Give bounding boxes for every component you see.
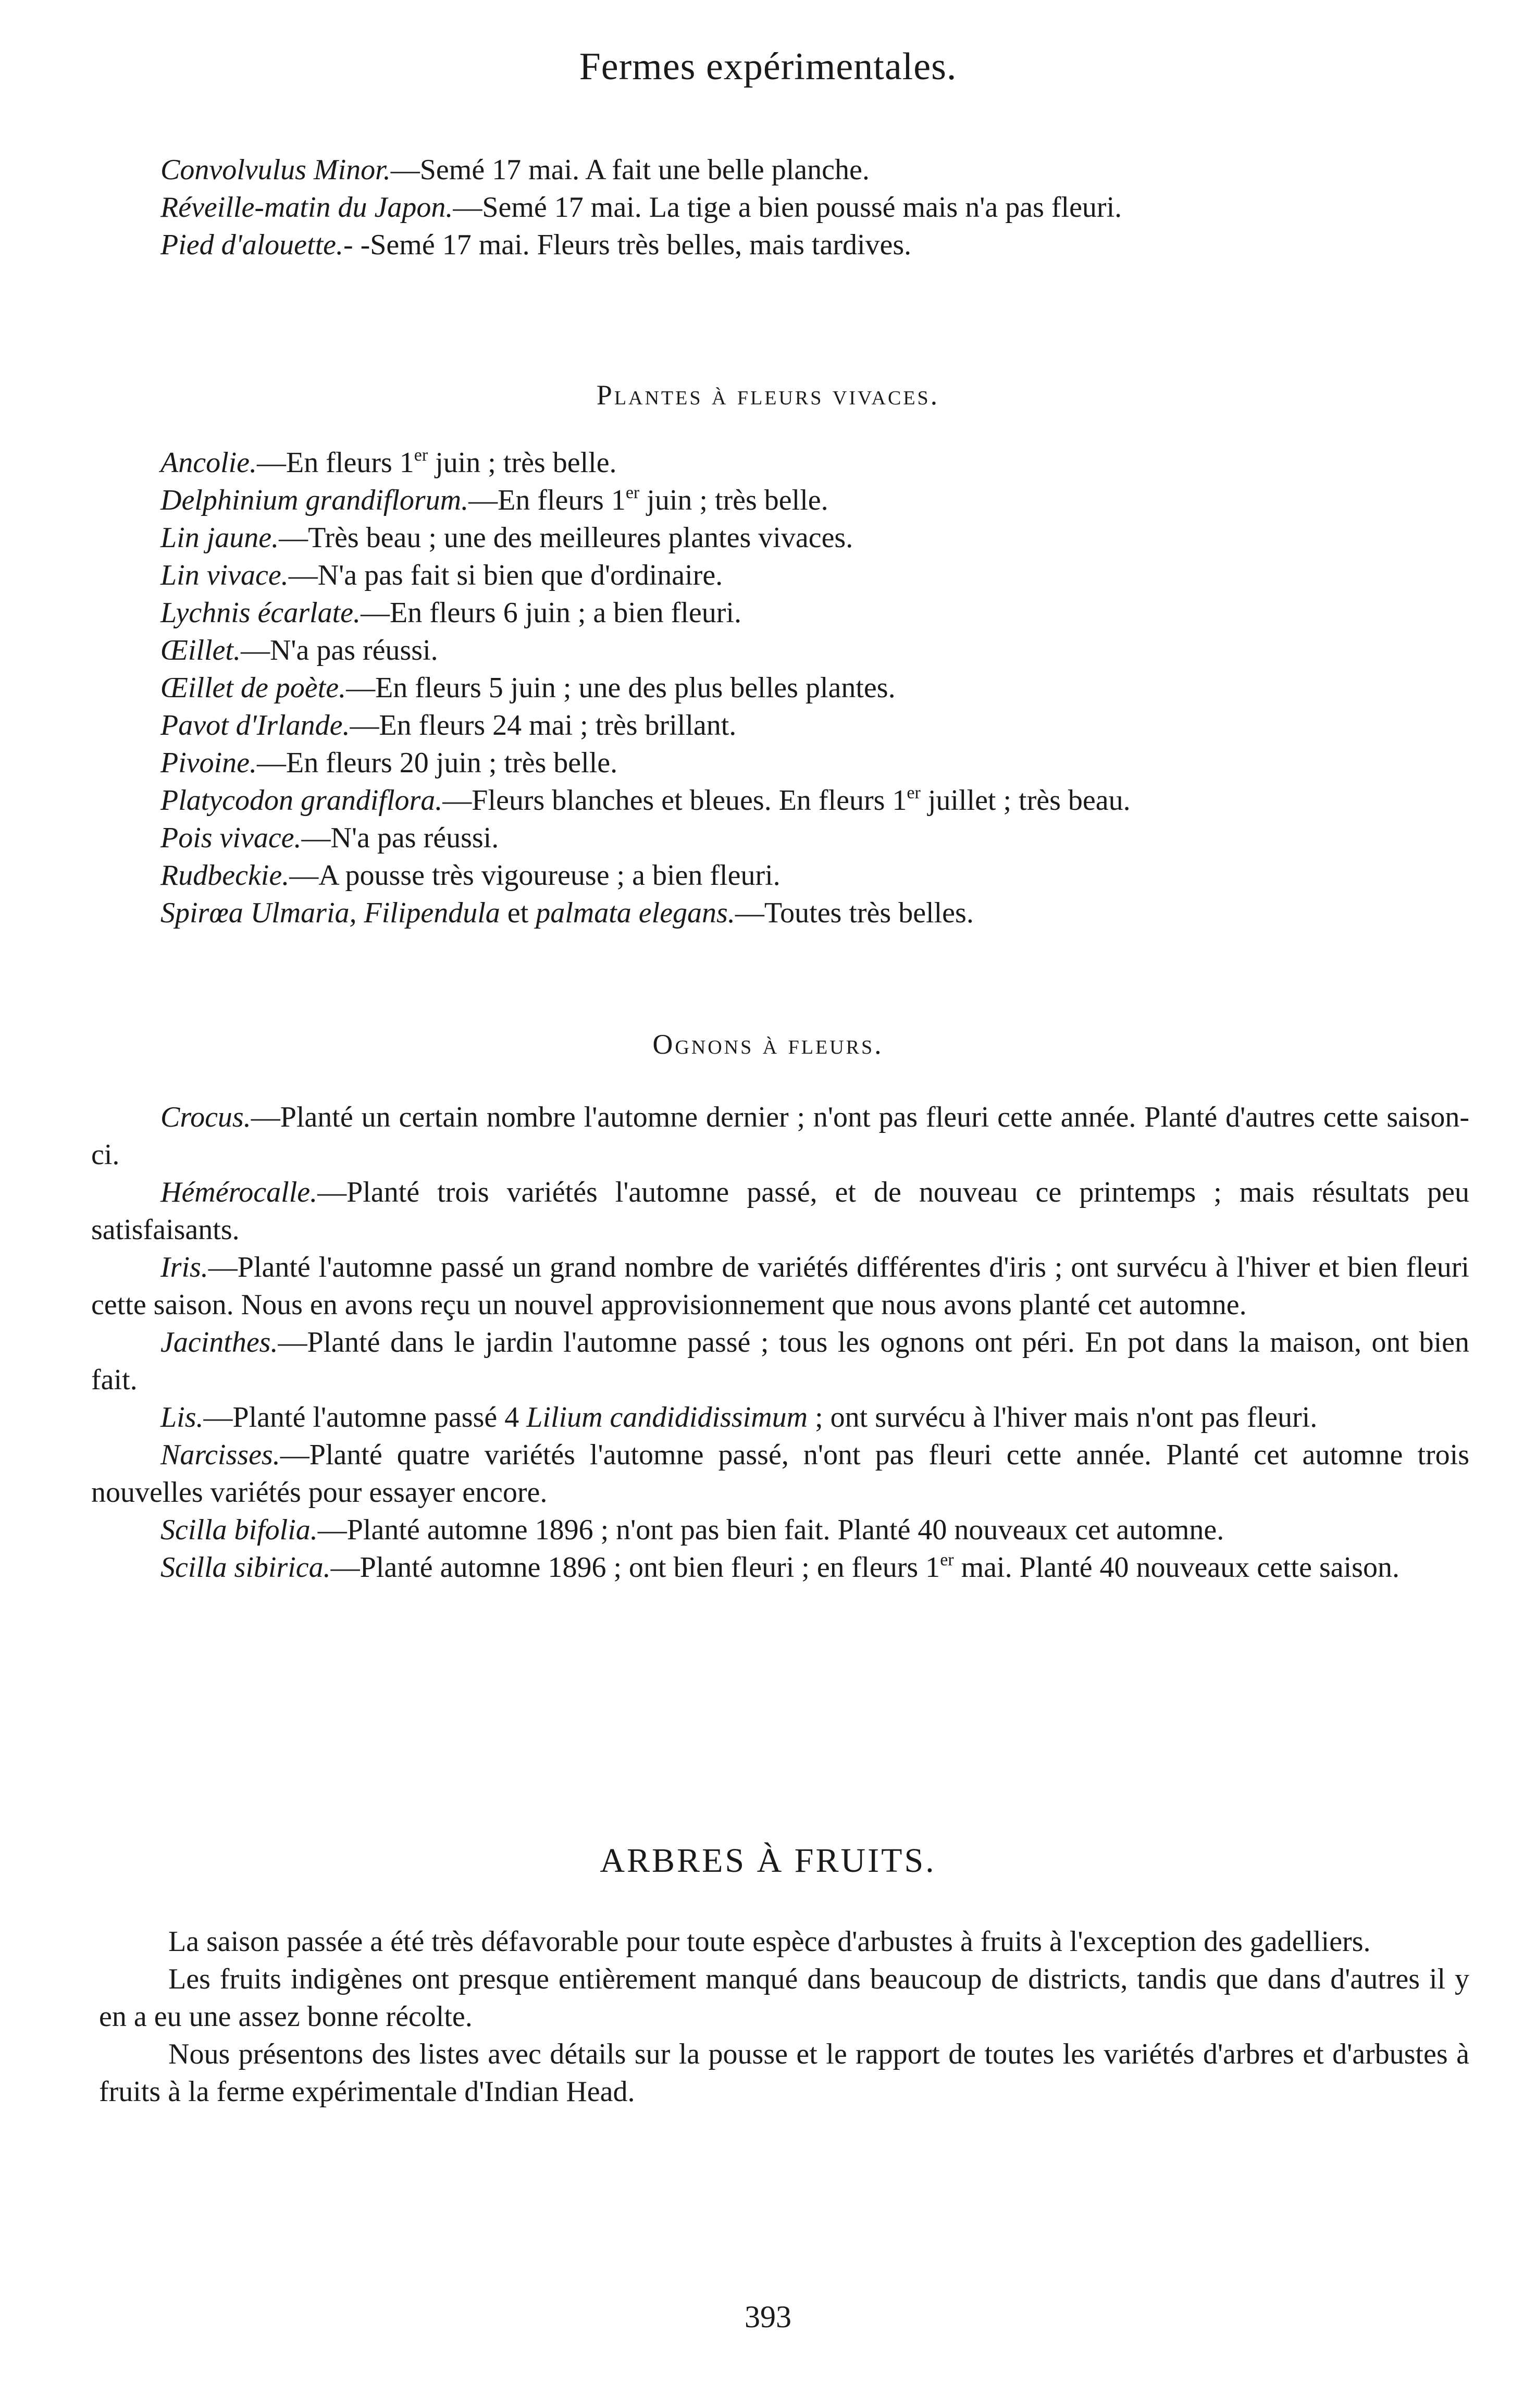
bulbs-list <box>91 1098 1469 1586</box>
list-item: Crocus.—Planté un certain nombre l'automne dernier ; n'ont pas fleuri cette année. Planté d'autres cette saison-ci. <box>91 1101 1469 1171</box>
list-item: Convolvulus Minor.—Semé 17 mai. A fait une belle planche. <box>160 154 870 186</box>
list-item: Scilla bifolia.—Planté automne 1896 ; n'ont pas bien fait. Planté 40 nouveaux cet automne. <box>160 1514 1224 1546</box>
list-item: Scilla sibirica.—Planté automne 1896 ; ont bien fleuri ; en fleurs 1er mai. Planté 40 nouveaux cette saison. <box>160 1550 1399 1584</box>
list-item: Hémérocalle.—Planté trois variétés l'automne passé, et de nouveau ce printemps ; mais résultats peu satisfaisants. <box>91 1176 1469 1246</box>
list-item: Narcisses.—Planté quatre variétés l'automne passé, n'ont pas fleuri cette année. Planté cet automne trois nouvelles variétés pour essayer encore. <box>91 1439 1469 1509</box>
running-header: Fermes expérimentales. <box>579 45 957 88</box>
list-item: Pois vivace.—N'a pas réussi. <box>160 822 499 854</box>
list-item: Jacinthes.—Planté dans le jardin l'automne passé ; tous les ognons ont péri. En pot dans la maison, ont bien fait. <box>91 1326 1469 1396</box>
list-item: Lychnis écarlate.—En fleurs 6 juin ; a bien fleuri. <box>160 597 741 629</box>
list-item: Iris.—Planté l'automne passé un grand nombre de variétés différentes d'iris ; ont survécu à l'hiver et bien fleuri cette saison. Nous en avons reçu un nouvel approvisionnement que nous avons planté cet automne. <box>91 1251 1469 1321</box>
list-item: Ancolie.—En fleurs 1er juin ; très belle. <box>160 446 617 479</box>
paragraph: La saison passée a été très défavorable pour toute espèce d'arbustes à fruits à l'exception des gadelliers. <box>168 1925 1371 1958</box>
list-item: Lis.—Planté l'automne passé 4 Lilium candididissimum ; ont survécu à l'hiver mais n'ont pas fleuri. <box>160 1401 1318 1434</box>
paragraph: Nous présentons des listes avec détails sur la pousse et le rapport de toutes les variétés d'arbres et d'arbustes à fruits à la ferme expérimentale d'Indian Head. <box>99 2038 1469 2108</box>
list-item: Delphinium grandiflorum.—En fleurs 1er juin ; très belle. <box>160 483 828 516</box>
list-item: Rudbeckie.—A pousse très vigoureuse ; a bien fleuri. <box>160 859 781 892</box>
section-title-perennials: Plantes à fleurs vivaces. <box>596 379 940 411</box>
list-item: Œillet de poète.—En fleurs 5 juin ; une des plus belles plantes. <box>160 672 896 704</box>
list-item: Réveille-matin du Japon.—Semé 17 mai. La tige a bien poussé mais n'a pas fleuri. <box>160 191 1122 224</box>
list-item: Lin vivace.—N'a pas fait si bien que d'ordinaire. <box>160 559 723 591</box>
fruits-text <box>99 1923 1469 2110</box>
list-item: Œillet.—N'a pas réussi. <box>160 634 438 666</box>
list-item: Pied d'alouette.- -Semé 17 mai. Fleurs très belles, mais tardives. <box>160 229 912 261</box>
list-item: Pavot d'Irlande.—En fleurs 24 mai ; très brillant. <box>160 709 737 742</box>
section-title-fruits: ARBRES À FRUITS. <box>600 1842 936 1880</box>
list-item: Spirœa Ulmaria, Filipendula et palmata elegans.—Toutes très belles. <box>160 897 974 929</box>
list-item: Pivoine.—En fleurs 20 juin ; très belle. <box>160 747 618 779</box>
perennials-list <box>91 444 1469 932</box>
list-item: Lin jaune.—Très beau ; une des meilleures plantes vivaces. <box>160 522 853 554</box>
page-number: 393 <box>745 2300 791 2334</box>
paragraph: Les fruits indigènes ont presque entièrement manqué dans beaucoup de districts, tandis que dans d'autres il y en a eu une assez bonne récolte. <box>99 1963 1469 2033</box>
annuals-list <box>91 151 1469 264</box>
list-item: Platycodon grandiflora.—Fleurs blanches et bleues. En fleurs 1er juillet ; très beau. <box>160 783 1131 817</box>
section-title-bulbs: Ognons à fleurs. <box>652 1029 884 1060</box>
